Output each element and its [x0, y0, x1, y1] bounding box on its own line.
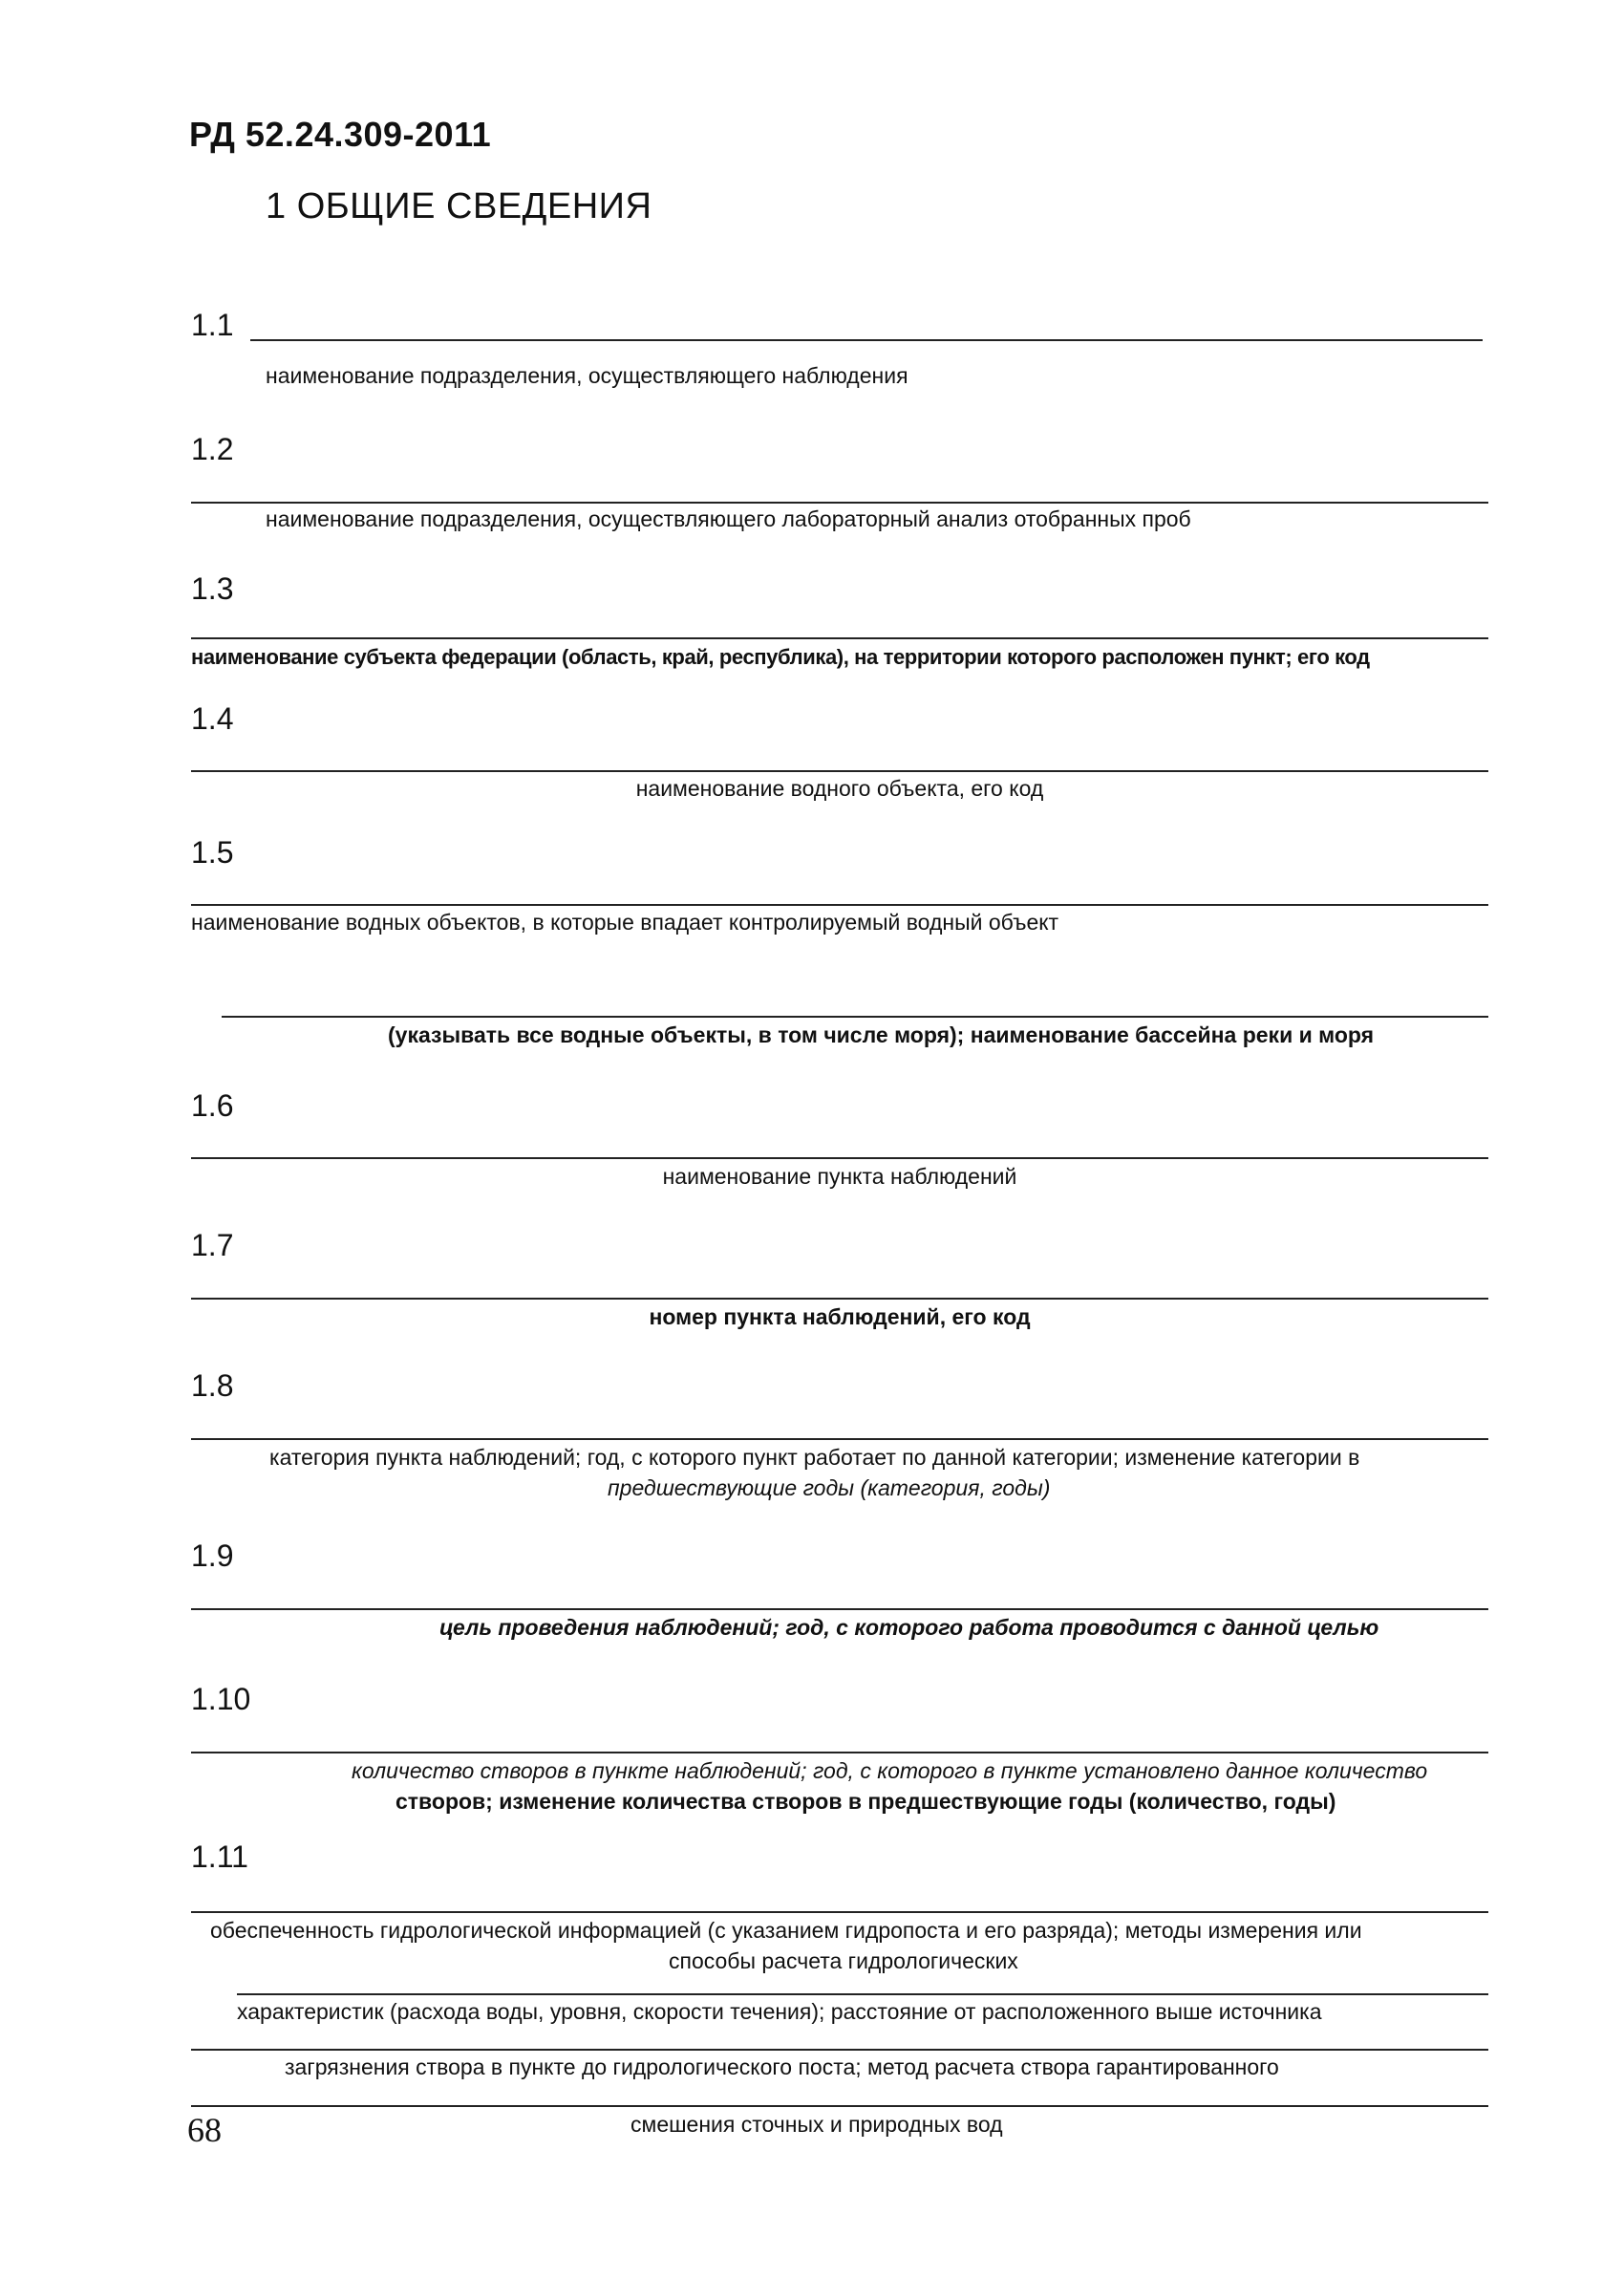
fill-in-line [191, 1911, 1488, 1913]
field-caption: характеристик (расхода воды, уровня, скорости течения); расстояние от расположенного выше источника [237, 1999, 1322, 2024]
field-caption: наименование водного объекта, его код [635, 776, 1044, 801]
fill-in-line [191, 770, 1488, 772]
fill-in-line [250, 339, 1483, 341]
field-caption: номер пункта наблюдений, его код [649, 1304, 1031, 1329]
field-caption: предшествующие годы (категория, годы) [608, 1475, 1051, 1500]
field-caption: наименование подразделения, осуществляющего наблюдения [266, 363, 908, 388]
fill-in-line [237, 1993, 1488, 1995]
field-caption: наименование подразделения, осуществляющего лабораторный анализ отобранных проб [266, 506, 1191, 531]
field-caption: наименование пункта наблюдений [662, 1164, 1017, 1189]
fill-in-line [191, 1298, 1488, 1300]
fill-in-line [191, 2105, 1488, 2107]
item-number: 1.2 [191, 432, 234, 466]
field-caption: наименование водных объектов, в которые впадает контролируемый водный объект [191, 910, 1059, 935]
fill-in-line [191, 1157, 1488, 1159]
fill-in-line [191, 2049, 1488, 2051]
item-number: 1.3 [191, 571, 234, 606]
field-caption: цель проведения наблюдений; год, с которого работа проводится с данной целью [439, 1615, 1379, 1640]
item-number: 1.11 [191, 1839, 248, 1874]
document-code: РД 52.24.309-2011 [189, 115, 492, 154]
item-number: 1.4 [191, 701, 234, 736]
item-number: 1.6 [191, 1088, 234, 1123]
field-caption: количество створов в пункте наблюдений; год, с которого в пункте установлено данное количество [352, 1758, 1428, 1783]
field-caption: обеспеченность гидрологической информацией (с указанием гидропоста и его разряда); методы измерения или [210, 1918, 1362, 1943]
fill-in-line [222, 1016, 1488, 1018]
item-number: 1.1 [191, 308, 234, 342]
field-caption: способы расчета гидрологических [669, 1948, 1018, 1973]
item-number: 1.5 [191, 835, 234, 870]
field-caption: (указывать все водные объекты, в том числе моря); наименование бассейна реки и моря [388, 1022, 1375, 1047]
fill-in-line [191, 1438, 1488, 1440]
item-number: 1.8 [191, 1368, 234, 1403]
fill-in-line [191, 1608, 1488, 1610]
page-number: 68 [187, 2111, 222, 2149]
field-caption: категория пункта наблюдений; год, с которого пункт работает по данной категории; изменение категории в [269, 1445, 1360, 1470]
field-caption: створов; изменение количества створов в предшествующие годы (количество, годы) [395, 1789, 1336, 1814]
fill-in-line [191, 904, 1488, 906]
field-caption: смешения сточных и природных вод [630, 2112, 1003, 2137]
item-number: 1.10 [191, 1682, 251, 1716]
fill-in-line [191, 1752, 1488, 1753]
field-caption: наименование субъекта федерации (область, край, республика), на территории которого расположен пункт; его код [191, 645, 1370, 669]
field-caption: загрязнения створа в пункте до гидрологического поста; метод расчета створа гарантированного [285, 2054, 1279, 2079]
fill-in-line [191, 637, 1488, 639]
section-title: 1 ОБЩИЕ СВЕДЕНИЯ [266, 186, 652, 226]
item-number: 1.9 [191, 1538, 234, 1573]
fill-in-line [191, 502, 1488, 504]
item-number: 1.7 [191, 1228, 234, 1262]
